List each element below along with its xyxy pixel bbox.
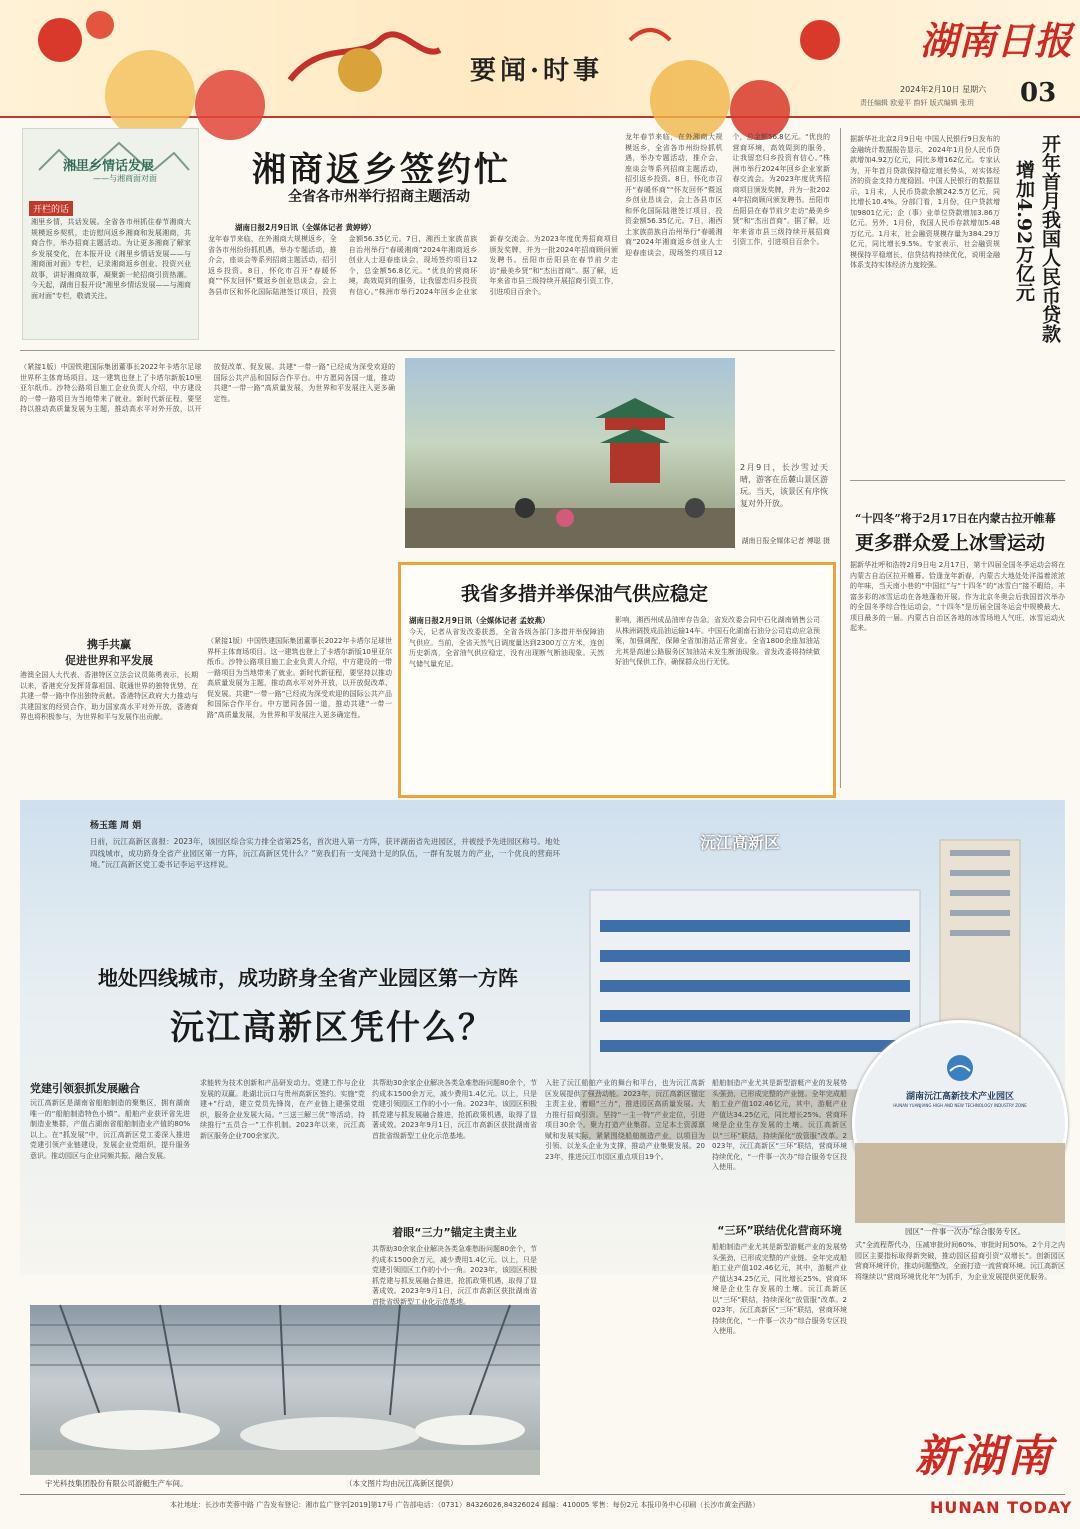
right-body2: 据新华社呼和浩特2月9日电 2月17日，第十四届全国冬季运动会将在内蒙古自治区拉开帷幕。恰逢龙年新春，内蒙古大地处处洋溢着浓浓的年味，当天南小巷的“中国红”与“十四冬”的“冰雪白”接不暇给，丰富多彩的冰雪运动在各地蓬勃开展。作为北京冬奥会后我国首次举办的全国冬季综合性运动会，“十四冬”是历届全国冬运会中规模最大、项目最多的一届。内蒙古自治区各地的冰雪场地人气旺，冰雪运动火起来。: [850, 561, 1065, 632]
article1-headline: 湘商返乡签约忙: [252, 150, 511, 190]
left-article-body3: （紧接1版）中国铁建国际集团董事长2022年卡塔尔足球世界杯主体育场项目。这一建筑也登上了卡塔尔新版10里亚尔纸币。沙特公路项目施工企业负责人介绍，中方建设的一带一路项目为当地带来了就业。新时代新征程，要坚持以推动高质量发展为主题，推动高水平对外开放，以开放促改革、促发展。共建“一带一路”已经成为深受欢迎的国际公共产品和国际合作平台。中方愿同各国一道，推动共建“一带一路”高质量发展，为世界和平发展注入更多确定性。: [207, 637, 392, 719]
feature-sec3: “三环”联结优化营商环境: [717, 1224, 842, 1237]
photo-yuelu: [405, 358, 735, 548]
column-title: 湘里乡情话发展: [63, 159, 155, 174]
column-subtitle: ——与湘商面对面: [93, 174, 157, 183]
right-vertical-headline-2: 增加4.92万亿元: [1013, 160, 1035, 302]
right-kicker: “十四冬”将于2月17日在内蒙古拉开帷幕: [855, 512, 1056, 525]
left-article-body: （紧接1版）中国铁建国际集团董事长2022年卡塔尔足球世界杯主体育场项目。这一建筑也登上了卡塔尔新版10里亚尔纸币。沙特公路项目施工企业负责人介绍，中方建设的一带一路项目为当地带来了就业。新时代新征程，要坚持以推动高质量发展为主题，推动高水平对外开放，以开放促改革、促发展。共建“一带一路”已经成为深受欢迎的国际公共产品和国际合作平台。中方愿同各国一道，推动共建“一带一路”高质量发展，为世界和平发展注入更多确定性。: [20, 363, 395, 413]
sign-sub: HUNAN YUANJIANG HIGH AND NEW TECHNOLOGY INDUSTRY ZONE: [893, 1103, 1027, 1108]
service-center-photo: [852, 1020, 1068, 1226]
feature-col4: 入驻了沅江船舶产业的舞台和平台，也为沅江高新区发展提供了强劲动能。2023年，沅江高新区锚定主责主业，着眼“三力”，推进园区高质量发展。大力推行招商引资。坚持“一主一特”产业定位，引进项目30余个。聚力打造产业集群。立足本土资源禀赋和发展实际，紧紧围绕船舶制造产业，以项目为引领、以龙头企业为支撑，推动产业集聚发展。2023年，推进沅江市园区重点项目19个。: [545, 1079, 705, 1161]
photo1-credit: 湖南日报全媒体记者 傅聪 摄: [741, 537, 830, 545]
sign-caption: 园区“一件事一次办”综合服务专区。: [905, 1227, 1026, 1236]
feature-col3: 共帮助30余家企业解决各类急难愁盼问题80余个，节约成本1500余万元，减少费用1.4亿元。以上，只是党建引领园区工作的小小一角。2023年，该园区积极抓党建与抓发展融合推进，抢抓政策机遇，取得了显著成效。2023年9月1日，沅江市高新区获批湖南省首批省级新型工业化示范基地。: [372, 1079, 537, 1140]
paper-logo: 湖南日报: [920, 18, 1073, 63]
left-article-body2: 港澳全国人大代表、香港特区立法会议员陈勇表示，长期以来，香港充分发挥背靠祖国、联通世界的独特优势，在共建一带一路中作出独特贡献。香港特区政府大力推动与共建国家的经贸合作，助力国家高水平对外开放，香港商界也将积极参与，为世界和平与发展作出贡献。: [20, 671, 198, 721]
column-rule: [840, 128, 841, 788]
factory-caption: 宇光科技集团股份有限公司游艇生产车间。: [45, 1479, 188, 1488]
feature-sec2: 着眼“三力”锚定主责主业: [392, 1226, 517, 1239]
feature-col5: 船舶制造产业尤其是新型游艇产业的发展势头强劲，已形成完整的产业链。全年完成船舶工业产值102.46亿元，其中，游艇产业产值达34.25亿元，同比增长25%。营商环境是企业生存发展的土壤。沅江高新区以“三环”联结，持续深化“放管服”改革。2023年，沅江高新区“三环”联结，营商环境持续优化，“一件事一次办”综合服务专区投入使用。: [712, 1079, 847, 1171]
photo1-caption: 2月9日，长沙雪过天晴，游客在岳麓山景区游玩。当天，该景区有序恢复对外开放。: [740, 463, 828, 508]
footer-logo-en: HUNAN TODAY: [930, 1498, 1073, 1517]
article1-body-cont: 龙年春节来临，在外湘商大规模返乡，全省各市州纷纷抓机遇，举办专题活动，推介会，座谈会等系列招商主题活动，招引返乡投资。8日，怀化市召开“春暖怀商”“怀友回怀”暨返乡创业恳谈会，会上各县市区和怀化国际陆港签订项目，投资金额56.35亿元。7日，湘西土家族苗族自治州举行“春暖湘商”2024年湘商返乡创业人士迎春座谈会，现场签约项目12个，总金额56.8亿元。“优良的营商环境，高效周到的服务，让我留恋归乡投资有信心。”株洲市举行2024年回乡企业家新春交流会。为2023年度优秀招商项目颁发奖牌，并为一批2024年招商顾问颁发聘书。岳阳市岳阳县在春节前夕走访“最美乡贤”和“杰出首商”。据了解，近年来省市县三级持续开展招商引资工作，引进项目百余个。: [625, 133, 830, 257]
factory-interior-icon: [30, 1305, 540, 1475]
masthead: [0, 0, 1080, 118]
right-headline: 更多群众爱上冰雪运动: [855, 532, 1046, 554]
building-sign: 沅江高新区: [700, 833, 781, 852]
sign-title: 湖南沅江高新技术产业园区: [905, 1092, 1014, 1102]
feature-authors: 杨玉莲 周 娟: [90, 821, 142, 831]
footer-text: 本社地址：长沙市芙蓉中路 广告发布登记：湘市监广登字[2019]第17号 广告部电话：（0731）84326026,84326024 邮编：410005 零售：每份2元 本报印务中心印刷（长沙市黄金西路）: [170, 1501, 760, 1509]
photo-credit: （本文图片均由沅江高新区提供）: [345, 1479, 458, 1488]
column-text: 湘里乡情，共话发展。全省各市州抓住春节湘商大规模返乡契机，走访慰问返乡湘商和发展湘商，共商合作，举办招商主题活动。为让更多湘商了解家乡发展变化，在本报开设《湘里乡情话发展——与湘商面对面》专栏，记录湘商返乡创业、投资兴业故事，讲好湘商故事，凝聚新一轮招商引资热潮。今天起，湖南日报开设“湘里乡情话发展——与湘商面对面”专栏，敬请关注。: [31, 218, 191, 300]
divider: [20, 350, 835, 351]
article1-byline: 湖南日报2月9日讯（全媒体记者 黄婷婷）: [235, 223, 376, 232]
boxed-article: [398, 562, 836, 798]
feature-col2: 求能转为技术创新和产品研发动力。党建工作与企业发展的双赢。赴湖北沅口与贵州高新区签约。实施“党建+”行动，建立党员先锋岗，在产业链上建强党组织，服务企业发展大局。“三送三解三优”等活动，持续推行“五员合一”工作机制。2023年以来，沅江高新区服务企业700余家次。: [200, 1079, 365, 1140]
feature-kicker: 地处四线城市，成功跻身全省产业园区第一方阵: [98, 966, 518, 990]
feature-col5b: 船舶制造产业尤其是新型游艇产业的发展势头强劲，已形成完整的产业链。全年完成船舶工业产值102.46亿元，其中，游艇产业产值达34.25亿元，同比增长25%。营商环境是企业生存发展的土壤。沅江高新区以“三环”联结，持续深化“放管服”改革。2023年，沅江高新区“三环”联结，营商环境持续优化，“一件事一次办”综合服务专区投入使用。: [712, 1243, 847, 1335]
article1-subhead: 全省各市州举行招商主题活动: [288, 189, 470, 205]
divider: [850, 480, 1065, 481]
feature-intro: 日前，沅江高新区喜报：2023年，该园区综合实力排全省第25名，首次进入第一方阵，获评湖南省先进园区，并被授予先进园区称号。地处四线城市，成功跻身全省产业园区第一方阵，沅江高新区凭什么？“宽我们有一支闯劲十足的队伍，一群有发展力的产业，一个优良的营商环境。”沅江高新区党工委书记李运平这样说。: [90, 837, 560, 869]
date-line: 2024年2月10日 星期六: [900, 85, 987, 94]
counter: [855, 1143, 1065, 1223]
boxed-byline: 湖南日报2月9日讯（全媒体记者 孟姣燕）: [409, 616, 550, 625]
editors-line: 责任编辑 欧爱平 韵轩 版式编辑 张玥: [860, 99, 974, 107]
section-title: 要闻·时事: [470, 56, 604, 86]
boxed-headline: 我省多措并举保油气供应稳定: [461, 583, 709, 605]
emblem-icon: [945, 1053, 975, 1083]
right-vertical-headline-1: 开年首月我国人民币贷款: [1039, 134, 1061, 343]
footer-logo: 新湖南: [915, 1431, 1053, 1482]
column-box: [22, 128, 199, 340]
boxed-text2: 影响，湘西州成品油库存告急，省发改委会同中石化湖南销售公司从株洲调拨成品油运输14车。中国石化湖南石油分公司启动应急预案，加强调配，保障全省加油站正常营业。全省1800余座加油站尤其是高速公路服务区加油站未发生断油现象。省发改委将持续做好油气保供工作，确保群众出行无忧。: [615, 616, 820, 666]
pavilion-icon: [405, 358, 735, 548]
factory-photo: [30, 1305, 540, 1475]
feature-col3b: 共帮助30余家企业解决各类急难愁盼问题80余个，节约成本1500余万元，减少费用1.4亿元。以上，只是党建引领园区工作的小小一角。2023年，该园区积极抓党建与抓发展融合推进，抢抓政策机遇，取得了显著成效。2023年9月1日，沅江市高新区获批湖南省首批省级新型工业化示范基地。: [372, 1245, 537, 1306]
feature-headline: 沅江高新区凭什么？: [170, 1008, 494, 1048]
feature-col1: 沅江高新区是湖南省船舶制造的聚集区，拥有湖南唯一的“船舶制造特色小镇”。船舶产业获评省先进制造业集群，产值占湖南省船舶制造业产值的80%以上。在“抓发展”中，沅江高新区党工委深入推进党建引领产业链建设，发展企业党组织，提升服务意识。推动园区与企业同频共振、融合发展。: [30, 1099, 190, 1160]
footer-rule: [20, 1494, 1065, 1495]
left-subhead1: 携手共赢: [87, 638, 131, 651]
feature-sec1: 党建引领狠抓发展融合: [30, 1082, 140, 1095]
boxed-text1: 今天，记者从省发改委获悉，全省各级各部门多措并举保障油气供应。当前，全省天然气日调度量达到2300万立方米，连创历史新高，全省油气供应稳定，没有出现断气断油现象。天然气储气量充足。: [409, 628, 604, 668]
page-number: 03: [1020, 78, 1057, 108]
feature-col6: 式”全流程帮代办，压减审批时间60%、审批时间50%。2个月之内园区主要指标取得新突破，推动园区招商引资“双增长”。创新园区营商环境评价，推动问题整改，全面打造一流营商环境。沅江高新区将继续以“营商环境优化年”为抓手，为企业发展提供更优服务。: [855, 1241, 1065, 1281]
article1-body: 龙年春节来临，在外湘商大规模返乡，全省各市州纷纷抓机遇，举办专题活动，推介会，座谈会等系列招商主题活动，招引返乡投资。8日，怀化市召开“春暖怀商”“怀友回怀”暨返乡创业恳谈会，会上各县市区和怀化国际陆港签订项目，投资金额56.35亿元。7日，湘西土家族苗族自治州举行“春暖湘商”2024年湘商返乡创业人士迎春座谈会，现场签约项目12个，总金额56.8亿元。“优良的营商环境，高效周到的服务，让我留恋归乡投资有信心。”株洲市举行2024年回乡企业家新春交流会。为2023年度优秀招商项目颁发奖牌，并为一批2024年招商顾问颁发聘书。岳阳市岳阳县在春节前夕走访“最美乡贤”和“杰出首商”。据了解，近年来省市县三级持续开展招商引资工作，引进项目百余个。: [208, 235, 618, 296]
column-tag: 开栏的话: [29, 201, 73, 216]
right-body: 据新华社北京2月9日电 中国人民银行9日发布的金融统计数据报告显示，2024年1月份人民币贷款增加4.92万亿元，同比多增162亿元。专家认为，开年首月贷款保持稳定增长势头，对实体经济的资金支持力度稳固。中国人民银行的数据显示，1月末，人民币贷款余额242.5万亿元，同比增长10.4%。分部门看，1月份，住户贷款增加9801亿元；企（事）业单位贷款增加3.86万亿元。另外，1月份，我国人民币存款增加5.48万亿元。1月末，社会融资规模存量为384.29万亿元，同比增长9.5%。专家表示，社会融资规模保持平稳增长，信贷结构持续优化，说明金融体系支持实体经济力度较强。: [850, 135, 1000, 269]
left-subhead2: 促进世界和平发展: [65, 654, 153, 667]
